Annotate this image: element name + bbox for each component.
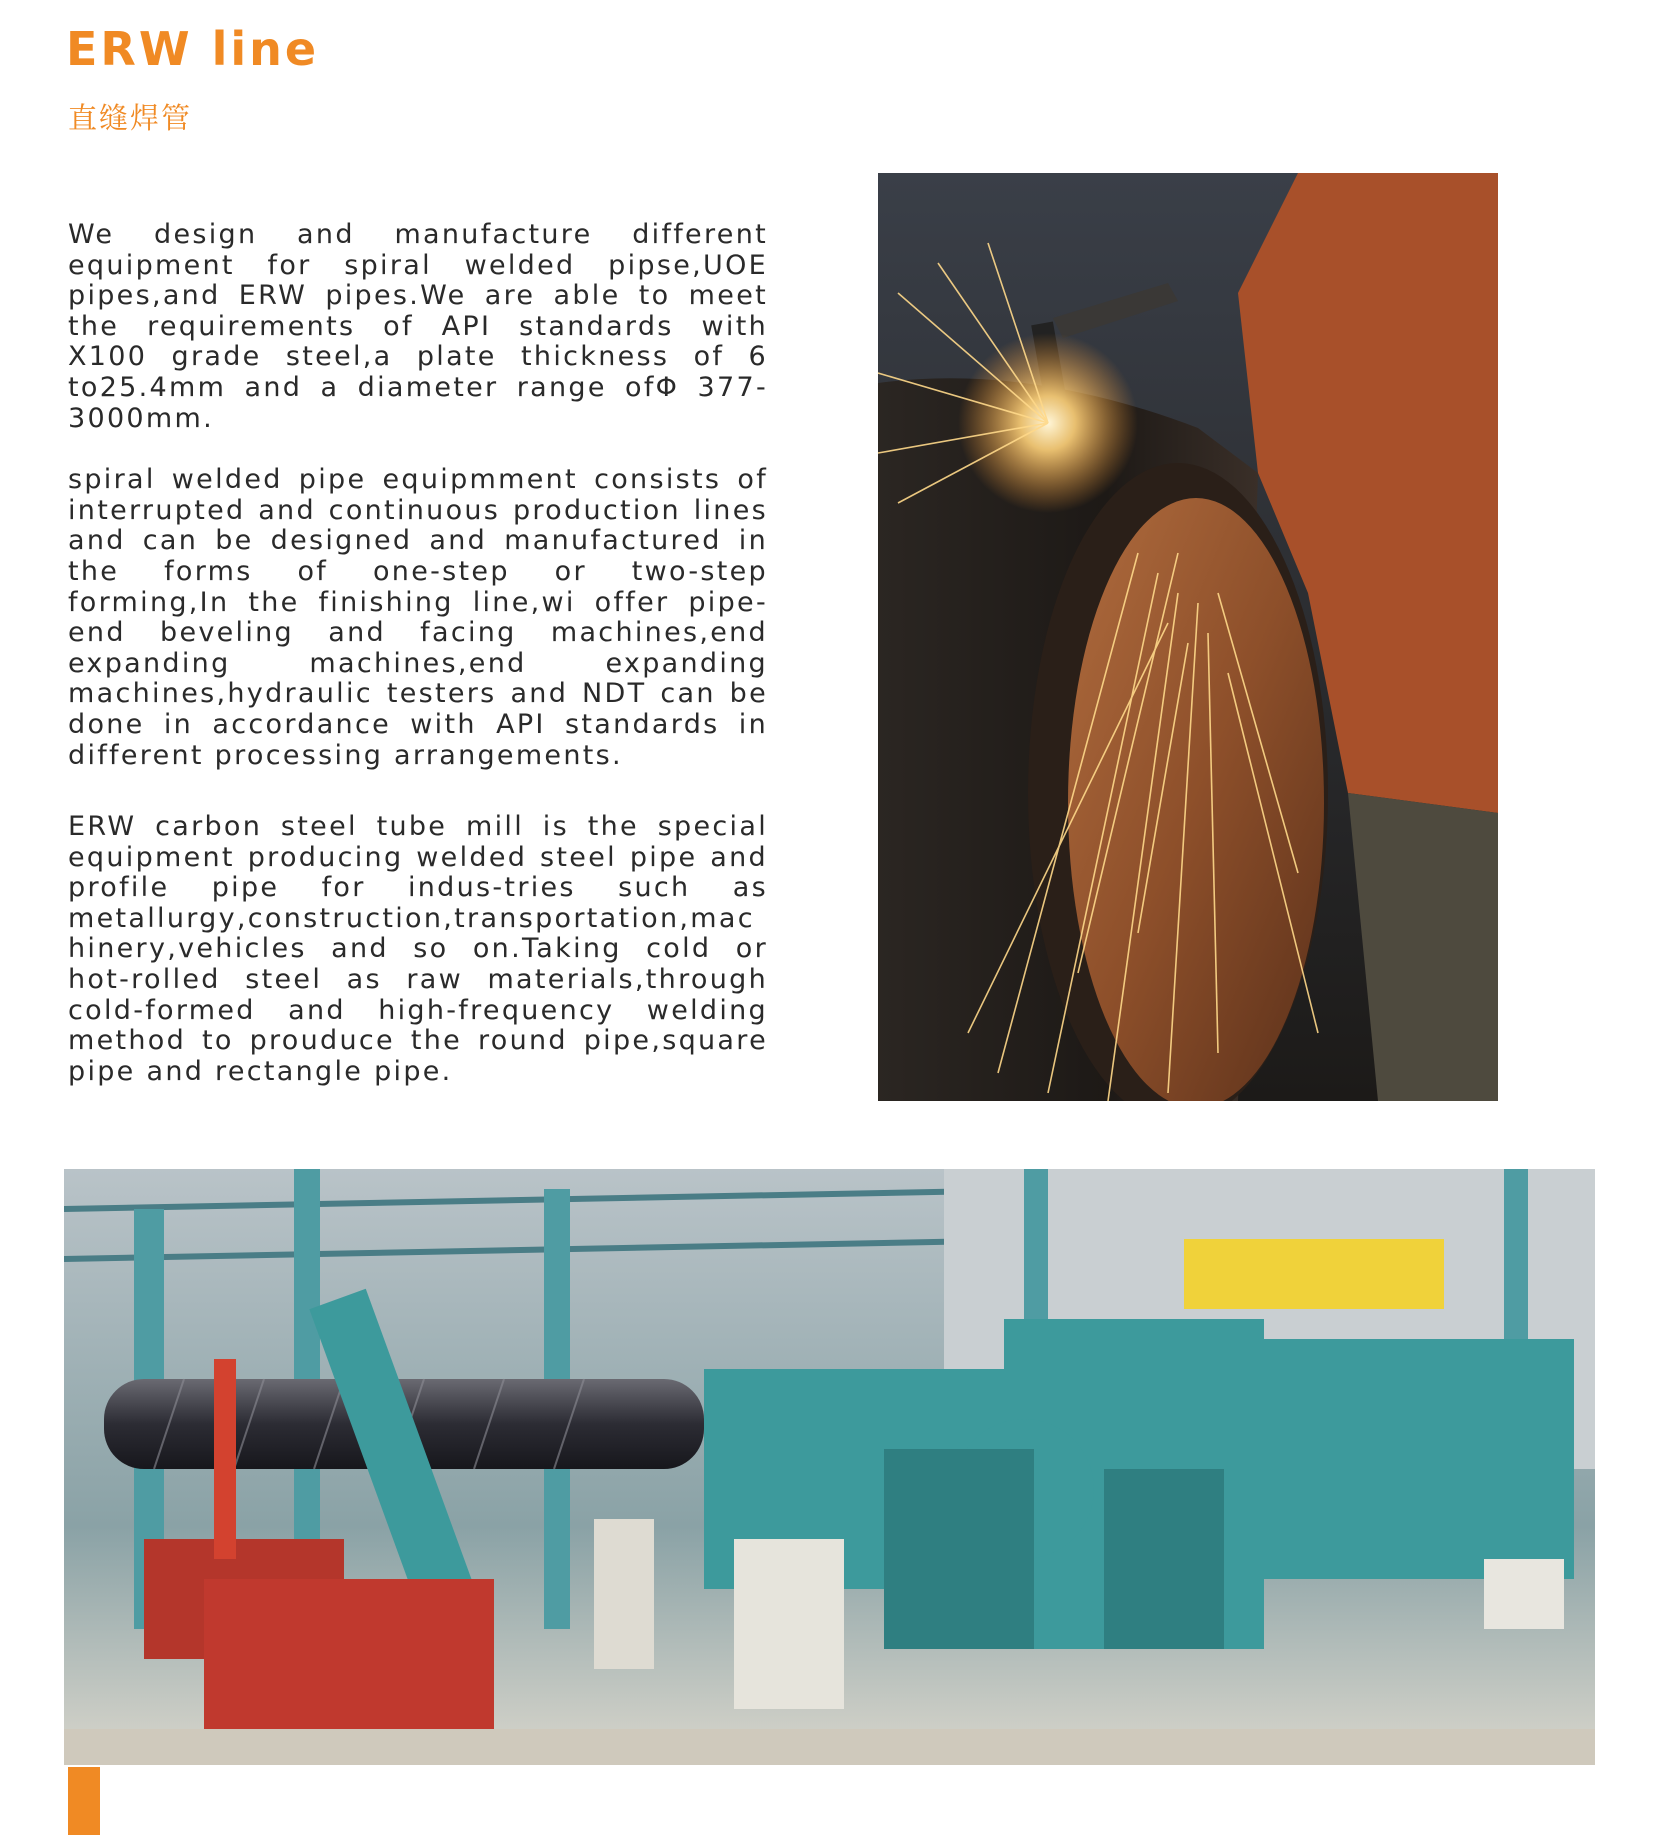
paragraph-erw-mill: ERW carbon steel tube mill is the special equipment producing welded steel pipe and profile pipe for indus-tries such as metallurgy,construction,transportation,machinery,vehicles and so on.Taking cold or hot-rolled steel as raw materials,through cold-formed and high-frequency welding method to prouduce the round pipe,square pipe and rectangle pipe. — [68, 811, 768, 1087]
accent-bar — [68, 1767, 100, 1835]
page-title: ERW line — [66, 22, 320, 76]
welding-photo — [878, 173, 1498, 1101]
page-subtitle: 直缝焊管 — [68, 101, 193, 135]
welding-sparks-photo-icon — [878, 173, 1498, 1101]
plant-photo — [64, 1169, 1595, 1765]
pipe-mill-plant-photo-icon — [64, 1169, 1595, 1765]
paragraph-intro: We design and manufacture different equipment for spiral welded pipse,UOE pipes,and ERW pipes.We are able to meet the requirements of API standards with X100 grade steel,a plate thickness of 6 to25.4mm and a diameter range ofΦ 377-3000mm. — [68, 219, 768, 434]
body-text-column — [68, 220, 768, 1087]
paragraph-spiral-equipment: spiral welded pipe equipmment consists of interrupted and continuous production lines and can be designed and manufactured in the forms of one-step or two-step forming,In the finishing line,wi offer pipe-end beveling and facing machines,end expanding machines,end expanding machines,hydraulic testers and NDT can be done in accordance with API standards in different processing arrangements. — [68, 464, 768, 771]
